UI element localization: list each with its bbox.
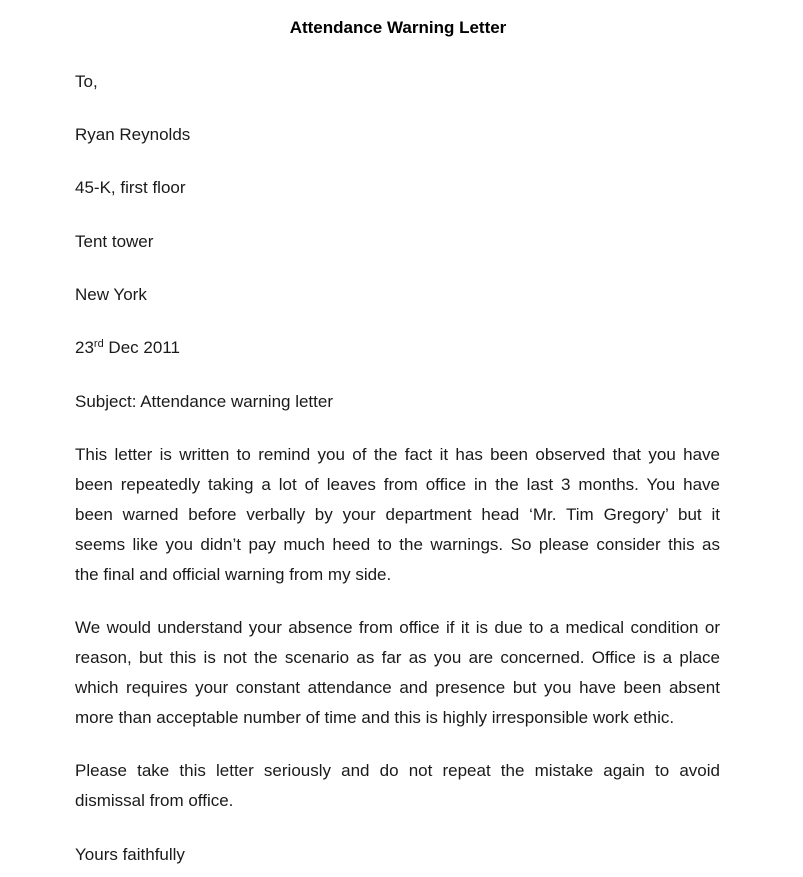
paragraph-line: We would understand your absence from office if it is due to a medical condition or <box>75 618 720 637</box>
letter-date <box>75 337 180 359</box>
paragraph-line: more than acceptable number of time and this is highly irresponsible work ethic. <box>75 708 675 727</box>
closing: Yours faithfully <box>75 845 185 864</box>
body-paragraph-1 <box>75 440 720 590</box>
address-line-1: 45-K, first floor <box>75 178 186 197</box>
date-day: 23 <box>75 338 94 357</box>
date-month-year: Dec 2011 <box>103 338 180 357</box>
date-day-suffix: rd <box>93 338 104 350</box>
paragraph-line: which requires your constant attendance and presence but you have been absent <box>75 678 720 697</box>
paragraph-line: been repeatedly taking a lot of leaves from office in the last 3 months. You have <box>75 475 720 494</box>
paragraph-line: reason, but this is not the scenario as far as you are concerned. Office is a place <box>75 648 720 667</box>
paragraph-line: This letter is written to remind you of the fact it has been observed that you have <box>75 445 720 464</box>
address-line-2: Tent tower <box>75 232 154 251</box>
salutation: To, <box>75 72 98 91</box>
letter-subject: Subject: Attendance warning letter <box>75 392 333 411</box>
paragraph-line: dismissal from office. <box>75 791 234 810</box>
address-city: New York <box>75 285 147 304</box>
recipient-name: Ryan Reynolds <box>75 125 191 144</box>
paragraph-line: seems like you didn’t pay much heed to the warnings. So please consider this as <box>75 535 720 554</box>
letter-title: Attendance Warning Letter <box>289 18 507 37</box>
paragraph-line: the final and official warning from my side. <box>75 565 392 584</box>
body-paragraph-2 <box>75 613 720 733</box>
paragraph-line: Please take this letter seriously and do not repeat the mistake again to avoid <box>75 761 720 780</box>
body-paragraph-3 <box>75 756 720 816</box>
paragraph-line: been warned before verbally by your department head ‘Mr. Tim Gregory’ but it <box>75 505 720 524</box>
